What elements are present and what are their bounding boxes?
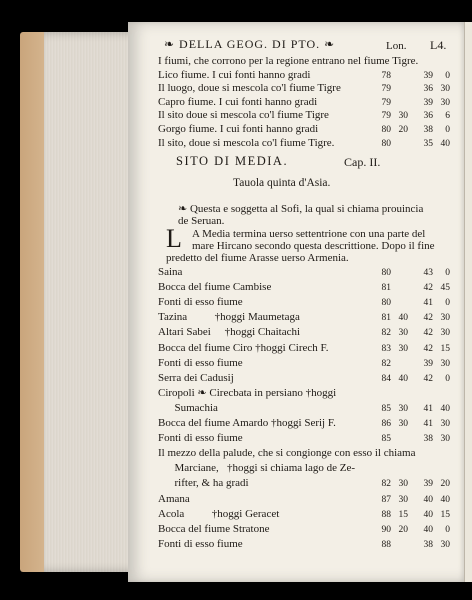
drop-cap: L (166, 224, 182, 253)
degree-value-b: 15 (398, 509, 408, 520)
degree-value-c: 39 (423, 358, 433, 369)
degree-value-a: 80 (381, 298, 391, 309)
degree-value-d: 0 (445, 298, 450, 309)
degree-value-c: 42 (423, 343, 433, 354)
para-line-2: mare Hircano secondo questa descrittione. Dopo il fine (192, 240, 435, 252)
degree-value-c: 41 (423, 419, 433, 429)
place-name: Saina (158, 266, 183, 278)
para-line-1: A Media termina uerso settentrione con una parte del (192, 228, 426, 240)
degree-value-b: 30 (398, 111, 408, 122)
degree-value-d: 0 (445, 524, 450, 535)
para-line-3: predetto del fiume Arasse uerso Armenia. (166, 252, 349, 264)
degree-value-a: 85 (381, 403, 391, 414)
degree-value-d: 30 (440, 97, 450, 108)
degree-value-c: 39 (423, 97, 433, 108)
degree-value-a: 85 (381, 434, 391, 445)
degree-value-c: 36 (423, 111, 433, 122)
degree-value-c: 40 (423, 524, 433, 535)
degree-value-d: 6 (445, 111, 450, 122)
place-name: Altari Sabei †hoggi Chaitachi (158, 326, 301, 339)
place-name: Amana (158, 492, 190, 505)
place-name: Serra dei Cadusij (158, 371, 234, 384)
place-name: Acola †hoggi Geracet (158, 507, 280, 520)
degree-value-a: 81 (381, 313, 391, 324)
degree-value-d: 0 (445, 268, 450, 278)
section-title: SITO DI MEDIA. (176, 154, 289, 168)
degree-value-d: 30 (440, 358, 450, 369)
river-entry: Lico fiume. I cui fonti hanno gradi (158, 68, 311, 81)
river-entry: Capro fiume. I cui fonti hanno gradi (158, 95, 318, 108)
degree-value-b: 30 (398, 479, 408, 490)
degree-value-c: 35 (423, 138, 433, 149)
degree-value-b: 30 (398, 494, 408, 505)
degree-value-c: 41 (423, 403, 433, 414)
degree-value-a: 80 (381, 138, 391, 149)
degree-value-d: 40 (440, 138, 450, 149)
degree-value-d: 40 (440, 494, 450, 505)
longitude-label: Lon. (386, 40, 407, 52)
degree-value-d: 0 (445, 373, 450, 384)
degree-value-c: 40 (423, 494, 433, 505)
degree-value-b: 30 (398, 403, 408, 414)
place-name: Bocca del fiume Cambise (158, 281, 272, 294)
degree-value-c: 40 (423, 509, 433, 520)
place-name: Fonti di esso fiume (158, 296, 243, 309)
degree-value-c: 42 (423, 328, 433, 339)
degree-value-d: 15 (440, 509, 450, 520)
degree-value-d: 20 (440, 479, 450, 490)
degree-value-a: 90 (381, 524, 391, 535)
degree-value-a: 88 (381, 509, 391, 520)
degree-value-a: 86 (381, 419, 391, 429)
place-name: rifter, & ha gradi (158, 477, 249, 490)
running-head: ❧ DELLA GEOG. DI PTO. ❧ (164, 37, 336, 51)
degree-value-c: 42 (423, 283, 433, 294)
facing-page-edge (464, 22, 472, 582)
river-entry: Gorgo fiume. I cui fonti hanno gradi (158, 123, 319, 135)
degree-value-a: 82 (381, 328, 391, 339)
degree-value-a: 79 (381, 111, 391, 122)
degree-value-c: 38 (423, 125, 433, 135)
degree-value-c: 42 (423, 373, 433, 384)
degree-value-c: 38 (423, 539, 433, 550)
place-name: Bocca del fiume Stratone (158, 522, 270, 535)
degree-value-d: 30 (440, 313, 450, 324)
degree-value-a: 88 (381, 539, 391, 550)
place-name: Fonti di esso fiume (158, 432, 243, 445)
degree-value-a: 81 (381, 283, 391, 294)
degree-value-b: 20 (398, 524, 408, 535)
place-name: Sumachia (158, 401, 218, 414)
degree-value-b: 20 (398, 125, 408, 135)
degree-value-c: 38 (423, 434, 433, 445)
section-subtitle: Tauola quinta d'Asia. (233, 177, 331, 189)
degree-value-d: 30 (440, 419, 450, 429)
degree-value-a: 80 (381, 125, 391, 135)
folio-number: L4. (430, 38, 447, 52)
degree-value-d: 30 (440, 84, 450, 95)
degree-value-b: 30 (398, 343, 408, 354)
degree-value-d: 30 (440, 328, 450, 339)
degree-value-d: 30 (440, 539, 450, 550)
degree-value-a: 83 (381, 343, 391, 354)
degree-value-d: 45 (440, 283, 450, 294)
degree-value-b: 40 (398, 313, 408, 324)
chapter-label: Cap. II. (344, 155, 381, 169)
degree-value-a: 78 (381, 70, 391, 81)
place-name: Fonti di esso fiume (158, 537, 243, 550)
intro-line-2: de Seruan. (178, 215, 225, 227)
degree-value-a: 82 (381, 358, 391, 369)
printed-page (128, 22, 464, 582)
place-name: Ciropoli ❧ Cirecbata in persiano †hoggi (158, 386, 337, 399)
degree-value-a: 82 (381, 479, 391, 490)
degree-value-a: 80 (381, 268, 391, 278)
degree-value-c: 43 (423, 268, 433, 278)
degree-value-c: 36 (423, 84, 433, 95)
degree-value-d: 15 (440, 343, 450, 354)
degree-value-a: 79 (381, 97, 391, 108)
degree-value-c: 39 (423, 70, 433, 81)
degree-value-c: 42 (423, 313, 433, 324)
place-name: Bocca del fiume Ciro †hoggi Cirech F. (158, 341, 329, 354)
degree-value-b: 30 (398, 419, 408, 429)
degree-value-c: 41 (423, 298, 433, 309)
place-name: Bocca del fiume Amardo †hoggi Serij F. (158, 417, 336, 429)
degree-value-b: 40 (398, 373, 408, 384)
degree-value-d: 40 (440, 403, 450, 414)
river-entry: I fiumi, che corrono per la regione entrano nel fiume Tigre. (158, 55, 419, 67)
place-name: Tazina †hoggi Maumetaga (158, 311, 300, 324)
place-name: Marciane, †hoggi si chiama lago de Ze- (158, 462, 356, 475)
place-name: Il mezzo della palude, che si congionge con esso il chiama (158, 447, 416, 460)
degree-value-d: 0 (445, 70, 450, 81)
place-name: Fonti di esso fiume (158, 356, 243, 369)
river-entry: Il luogo, doue si mescola co'l fiume Tigre (158, 82, 341, 95)
degree-value-d: 0 (445, 125, 450, 135)
degree-value-d: 30 (440, 434, 450, 445)
degree-value-a: 79 (381, 84, 391, 95)
degree-value-c: 39 (423, 479, 433, 490)
degree-value-b: 30 (398, 328, 408, 339)
degree-value-a: 84 (381, 373, 391, 384)
river-entry: Il sito, doue si mescola co'l fiume Tigre. (158, 136, 335, 149)
book (20, 22, 472, 582)
intro-line-1: ❧ Questa e soggetta al Sofi, la qual si chiama prouincia (178, 203, 424, 215)
river-entry: Il sito doue si mescola co'l fiume Tigre (158, 109, 329, 122)
degree-value-a: 87 (381, 494, 391, 505)
